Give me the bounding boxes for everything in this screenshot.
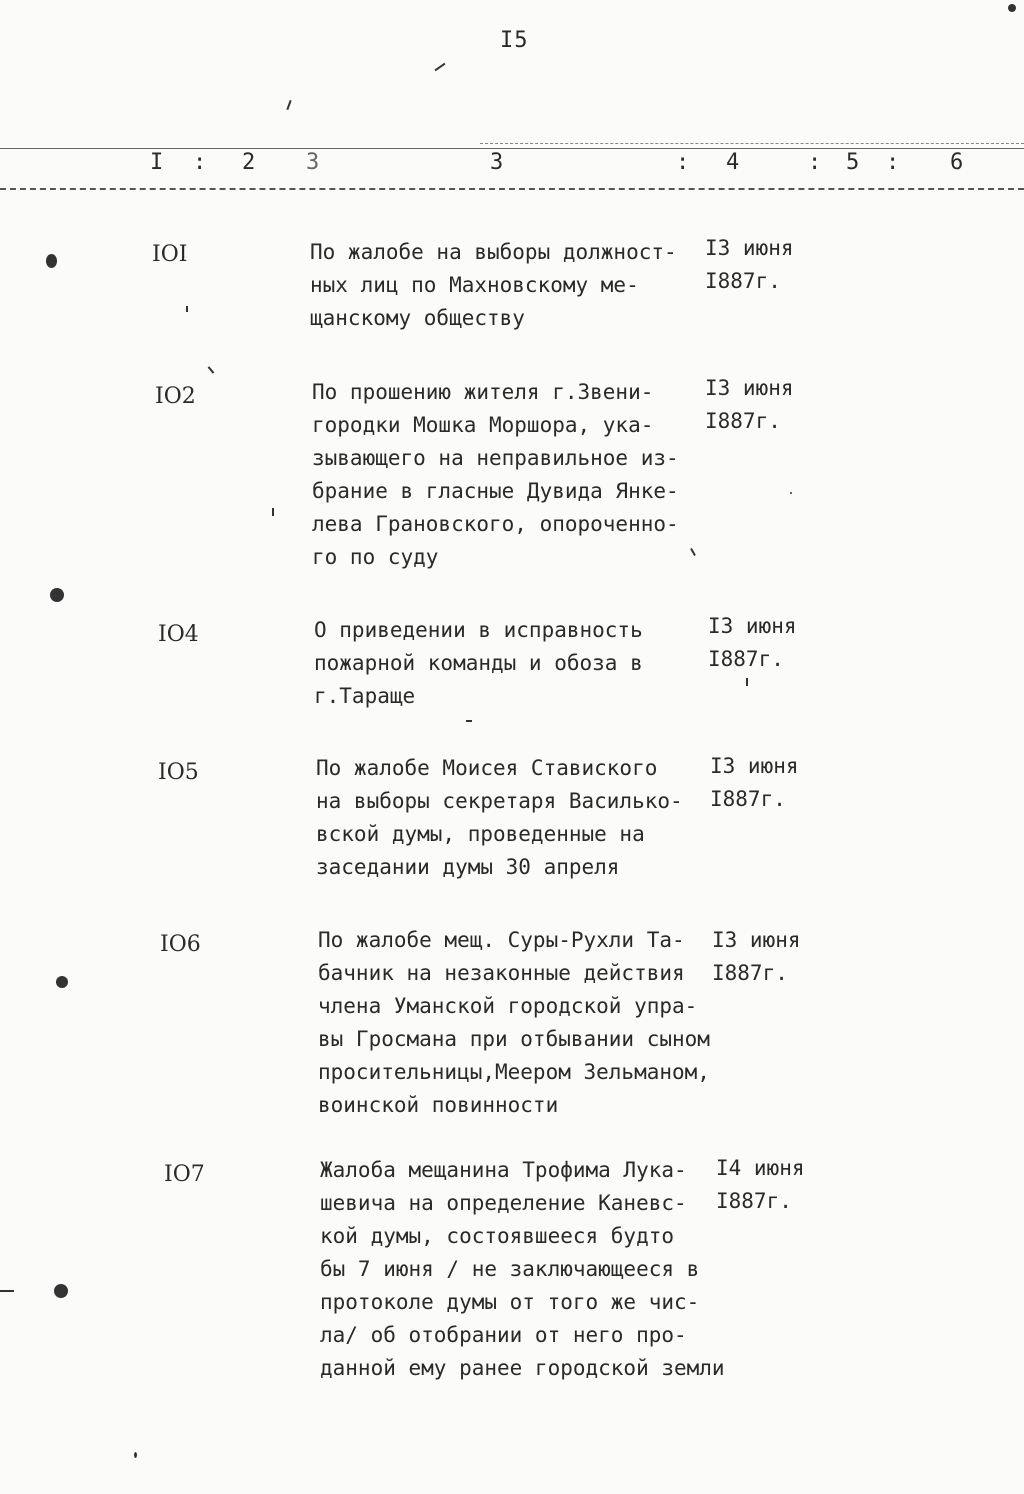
page-number: I5 bbox=[500, 28, 529, 53]
scan-speck bbox=[186, 306, 188, 312]
column-header-separator: : bbox=[886, 150, 900, 175]
scan-speck bbox=[466, 720, 472, 722]
entry-description bbox=[318, 924, 710, 1122]
date-line: I887г. bbox=[716, 1189, 792, 1213]
entry-date bbox=[716, 1152, 805, 1218]
description-line: ных лиц по Махновскому ме- bbox=[310, 273, 639, 297]
scan-speck bbox=[790, 492, 792, 494]
date-line: I3 июня bbox=[705, 236, 794, 260]
entry-date bbox=[710, 750, 799, 816]
entry-date bbox=[708, 610, 797, 676]
date-line: I4 июня bbox=[716, 1156, 805, 1180]
ink-mark bbox=[54, 1284, 68, 1298]
column-header-1: I bbox=[150, 150, 164, 175]
description-line: пожарной команды и обоза в bbox=[314, 651, 643, 675]
entry-description bbox=[312, 376, 679, 574]
entry-number: IO5 bbox=[158, 760, 199, 785]
description-line: ла/ об отобрании от него про- bbox=[320, 1323, 687, 1347]
entry-description bbox=[310, 236, 677, 335]
entry-date bbox=[712, 924, 801, 990]
description-line: просительницы,Меером Зельманом, bbox=[318, 1060, 710, 1084]
description-line: члена Уманской городской упра- bbox=[318, 994, 698, 1018]
description-line: го по суду bbox=[312, 545, 439, 569]
column-header-6: 6 bbox=[950, 150, 964, 175]
column-header-5: 5 bbox=[846, 150, 860, 175]
entry-number: IO7 bbox=[164, 1162, 205, 1187]
description-line: на выборы секретаря Василько- bbox=[316, 789, 683, 813]
description-line: кой думы, состоявшееся будто bbox=[320, 1224, 675, 1248]
scan-speck bbox=[134, 1452, 137, 1458]
column-header-4: 4 bbox=[726, 150, 740, 175]
header-top-rule bbox=[0, 148, 1024, 149]
entry-date bbox=[705, 372, 794, 438]
header-bottom-rule bbox=[0, 188, 1024, 190]
scan-speck bbox=[1008, 4, 1016, 12]
scan-speck bbox=[272, 508, 274, 516]
description-line: бачник на незаконные действия bbox=[318, 961, 685, 985]
description-line: Жалоба мещанина Трофима Лука- bbox=[320, 1158, 687, 1182]
entry-number: IO4 bbox=[158, 622, 199, 647]
date-line: I887г. bbox=[712, 961, 788, 985]
ink-mark bbox=[50, 588, 64, 602]
description-line: данной ему ранее городской земли bbox=[320, 1356, 725, 1380]
column-header-separator: : bbox=[193, 150, 207, 175]
column-header-2b: 3 bbox=[306, 150, 320, 175]
description-line: По жалобе мещ. Суры-Рухли Та- bbox=[318, 928, 685, 952]
description-line: О приведении в исправность bbox=[314, 618, 643, 642]
entry-number: IO6 bbox=[160, 932, 201, 957]
description-line: По прошению жителя г.Звени- bbox=[312, 380, 654, 404]
date-line: I887г. bbox=[710, 787, 786, 811]
description-line: лева Грановского, опороченно- bbox=[312, 512, 679, 536]
column-header-2: 2 bbox=[242, 150, 256, 175]
date-line: I3 июня bbox=[712, 928, 801, 952]
entry-description bbox=[316, 752, 683, 884]
scan-speck bbox=[286, 100, 291, 110]
ink-mark bbox=[46, 254, 57, 268]
ink-mark bbox=[56, 976, 68, 988]
scan-speck bbox=[435, 63, 446, 72]
description-line: брание в гласные Дувида Янке- bbox=[312, 479, 679, 503]
date-line: I3 июня bbox=[710, 754, 799, 778]
description-line: заседании думы 30 апреля bbox=[316, 855, 620, 879]
scan-speck bbox=[208, 366, 215, 373]
column-header-3: 3 bbox=[490, 150, 504, 175]
date-line: I887г. bbox=[705, 409, 781, 433]
description-line: городки Мошка Моршора, ука- bbox=[312, 413, 654, 437]
date-line: I887г. bbox=[708, 647, 784, 671]
description-line: зывающего на неправильное из- bbox=[312, 446, 679, 470]
header-top-rule-dashed bbox=[480, 143, 1024, 144]
entry-description bbox=[314, 614, 643, 713]
ink-mark bbox=[0, 1290, 14, 1292]
entry-number: IOI bbox=[152, 242, 188, 267]
description-line: щанскому обществу bbox=[310, 306, 525, 330]
scan-speck bbox=[690, 548, 696, 556]
scan-speck bbox=[746, 678, 748, 686]
description-line: вы Гросмана при отбывании сыном bbox=[318, 1027, 710, 1051]
description-line: воинской повинности bbox=[318, 1093, 559, 1117]
description-line: шевича на определение Каневс- bbox=[320, 1191, 687, 1215]
description-line: По жалобе Моисея Ставиского bbox=[316, 756, 658, 780]
column-header-separator: : bbox=[676, 150, 690, 175]
column-header-row bbox=[0, 150, 1024, 182]
description-line: протоколе думы от того же чис- bbox=[320, 1290, 700, 1314]
description-line: вской думы, проведенные на bbox=[316, 822, 645, 846]
date-line: I3 июня bbox=[708, 614, 797, 638]
column-header-separator: : bbox=[808, 150, 822, 175]
date-line: I3 июня bbox=[705, 376, 794, 400]
date-line: I887г. bbox=[705, 269, 781, 293]
entry-description bbox=[320, 1154, 725, 1385]
description-line: г.Тараще bbox=[314, 684, 416, 708]
entry-number: IO2 bbox=[155, 384, 196, 409]
entry-date bbox=[705, 232, 794, 298]
description-line: бы 7 июня / не заключающееся в bbox=[320, 1257, 700, 1281]
description-line: По жалобе на выборы должност- bbox=[310, 240, 677, 264]
